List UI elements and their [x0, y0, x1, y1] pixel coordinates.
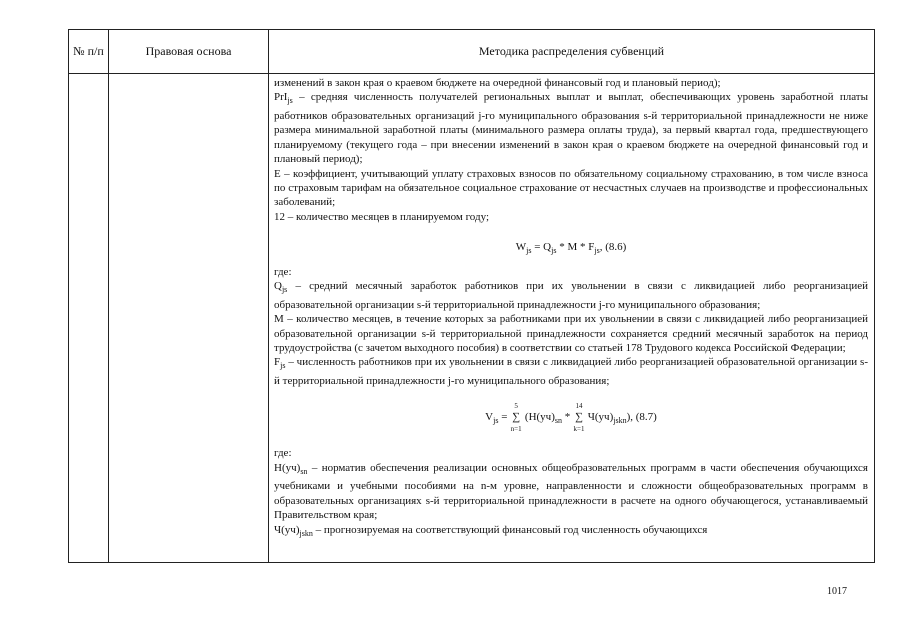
paragraph-3: E – коэффициент, учитывающий уплату страховых взносов по обязательному социальному страхованию, в том числе взноса по страховым тарифам на обязательное социальное страхование от несчастных случаев на производстве и профессиональных заболеваний; [274, 167, 868, 209]
paragraph-2: PrI$_{js}$ – средняя численность получателей региональных выплат и выплат, обеспечивающих уровень заработной платы работников образовательных организаций j-го муниципального образования s-й территориальной принадлежности не ниже размера минимальной заработной платы (минимального размера оплаты труда), за первый квартал года, предшествующего планируемому (текущего года – при внесении изменений в закон края о краевом бюджете на очередной финансовый год и плановый период); [274, 91, 868, 166]
paragraph-7: $F_{js}$ – численность работников при их увольнении в связи с ликвидацией либо реорганизацией образовательной организации s-й территориальной принадлежности j-го муниципального образования; [274, 356, 868, 388]
var-pri: PrI [274, 91, 288, 104]
subvention-table [68, 29, 875, 563]
where-label-1: где: [274, 265, 292, 278]
table-header-row [69, 30, 875, 74]
paragraph-8: $Н(уч)_{sn}$ – норматив обеспечения реализации основных общеобразовательных программ в части обеспечения обучающихся учебниками и учебными пособиями на n-м уровне, направленности и сложности общеобразовательных программ в образовательных организациях s-й территориальной принадлежности в расчете на одного обучающегося, устанавливаемый Правительством края; [274, 461, 868, 522]
cell-number [69, 74, 109, 563]
sum-symbol-2: ∑ 14 k=1 [573, 402, 585, 434]
methodology-text [269, 74, 874, 562]
paragraph-1: изменений в закон края о краевом бюджете на очередной финансовый год и плановый период); [274, 77, 721, 89]
paragraph-6: M – количество месяцев, в течение которых за работниками при их увольнении в связи с ликвидацией либо реорганизацией образовательной организации s-й территориальной принадлежности сохраняется средний месячный заработок на период трудоустройства (с зачетом выходного пособия) в соответствии со статьей 178 Трудового кодекса Российской Федерации; [274, 313, 868, 355]
paragraph-5: $Q_{js}$ – средний месячный заработок работников при их увольнении в связи с ликвидацией либо реорганизацией образовательной организации s-й территориальной принадлежности j-го муниципального образования; [274, 280, 868, 311]
header-number: № п/п [69, 30, 109, 74]
header-legal-basis: Правовая основа [109, 30, 269, 74]
page-number: 1017 [827, 586, 847, 597]
where-label-2: где: [274, 447, 292, 460]
header-methodology: Методика распределения субвенций [269, 30, 875, 74]
sum-symbol-1: ∑ 5 n=1 [510, 402, 522, 434]
cell-legal-basis [109, 74, 269, 563]
formula-8-7: $V_{js}$ = ∑ 5 n=1 ($Н(уч)_{sn}$ * ∑ 14 k=1 $Ч(уч)_{jskn}$), (8.7) [485, 402, 657, 434]
formula-8-6: $W_{js} = Q_{js} * M * F_{js}$, (8.6) [515, 241, 627, 256]
cell-methodology [269, 74, 875, 563]
paragraph-9: $Ч(уч)_{jskn}$ – прогнозируемая на соответствующий финансовый год численность обучающихся [274, 523, 708, 538]
paragraph-4: 12 – количество месяцев в планируемом году; [274, 210, 489, 223]
table-row [69, 74, 875, 563]
